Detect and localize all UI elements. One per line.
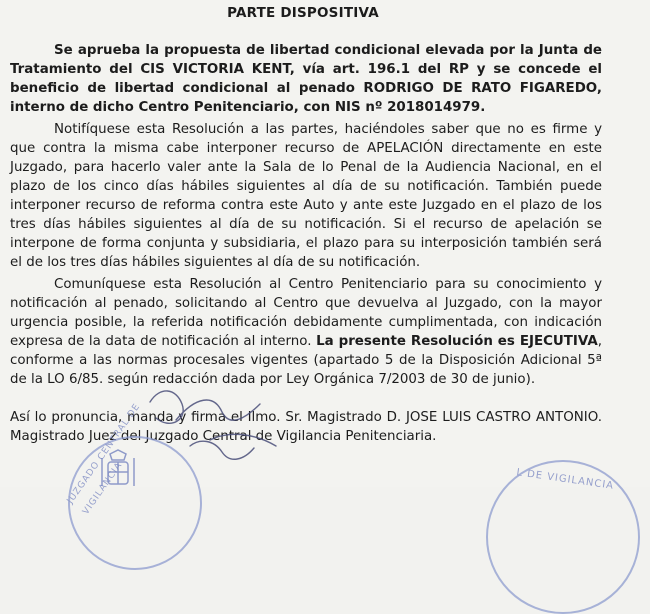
- court-seal-right: [486, 460, 640, 614]
- document-title: PARTE DISPOSITIVA: [227, 5, 379, 21]
- paragraph-pronouncement: Así lo pronuncia, manda y firma el Ilmo. Sr. Magistrado D. JOSE LUIS CASTRO ANTONIO. Magistrado Juez del Juzgado Central de Vigilancia Penitenciaria.: [10, 410, 602, 444]
- communication-text-end: , conforme a las normas procesales vigentes (apartado 5 de la Disposición Adicional 5ª de la LO 6/85. según redacción dada por Ley Orgánica 7/2003 de 30 de junio).: [10, 334, 603, 387]
- document-body: [10, 41, 602, 449]
- seal-left-text: JUZGADO CENTRAL DE VIGILANCIA: [65, 401, 143, 517]
- paragraph-communication: [10, 275, 602, 389]
- communication-text-start: Comuníquese esta Resolución al Centro Penitenciario para su conocimiento y notificación al penado, solicitando al Centro que devuelva al Juzgado, con la mayor urgencia posible, la referida notificación debidamente cumplimentada, con indicación expresa de la data de notificación al interno.: [10, 277, 602, 349]
- seal-right-text: L DE VIGILANCIA: [515, 467, 615, 492]
- paragraph-resolution: Se aprueba la propuesta de libertad condicional elevada por la Junta de Tratamiento del CIS VICTORIA KENT, vía art. 196.1 del RP y se concede el beneficio de libertad condicional al penado RODRIGO DE RATO FIGAREDO, interno de dicho Centro Penitenciario, con NIS nº 2018014979.: [10, 43, 602, 115]
- coat-of-arms-icon: [96, 448, 140, 488]
- paragraph-notification: Notifíquese esta Resolución a las partes, haciéndoles saber que no es firme y que contra la misma cabe interponer recurso de APELACIÓN directamente en este Juzgado, para hacerlo valer ante la Sala de lo Penal de la Audiencia Nacional, en el plazo de los cinco días hábiles siguientes al día de su notificación. También puede interponer recurso de reforma contra este Auto y ante este Juzgado en el plazo de los tres días hábiles siguientes al día de su notificación. Si el recurso de apelación se interpone de forma conjunta y subsidiaria, el plazo para su interposición también será el de los tres días hábiles siguientes al día de su notificación.: [10, 122, 602, 270]
- executive-notice: La presente Resolución es EJECUTIVA: [316, 334, 598, 349]
